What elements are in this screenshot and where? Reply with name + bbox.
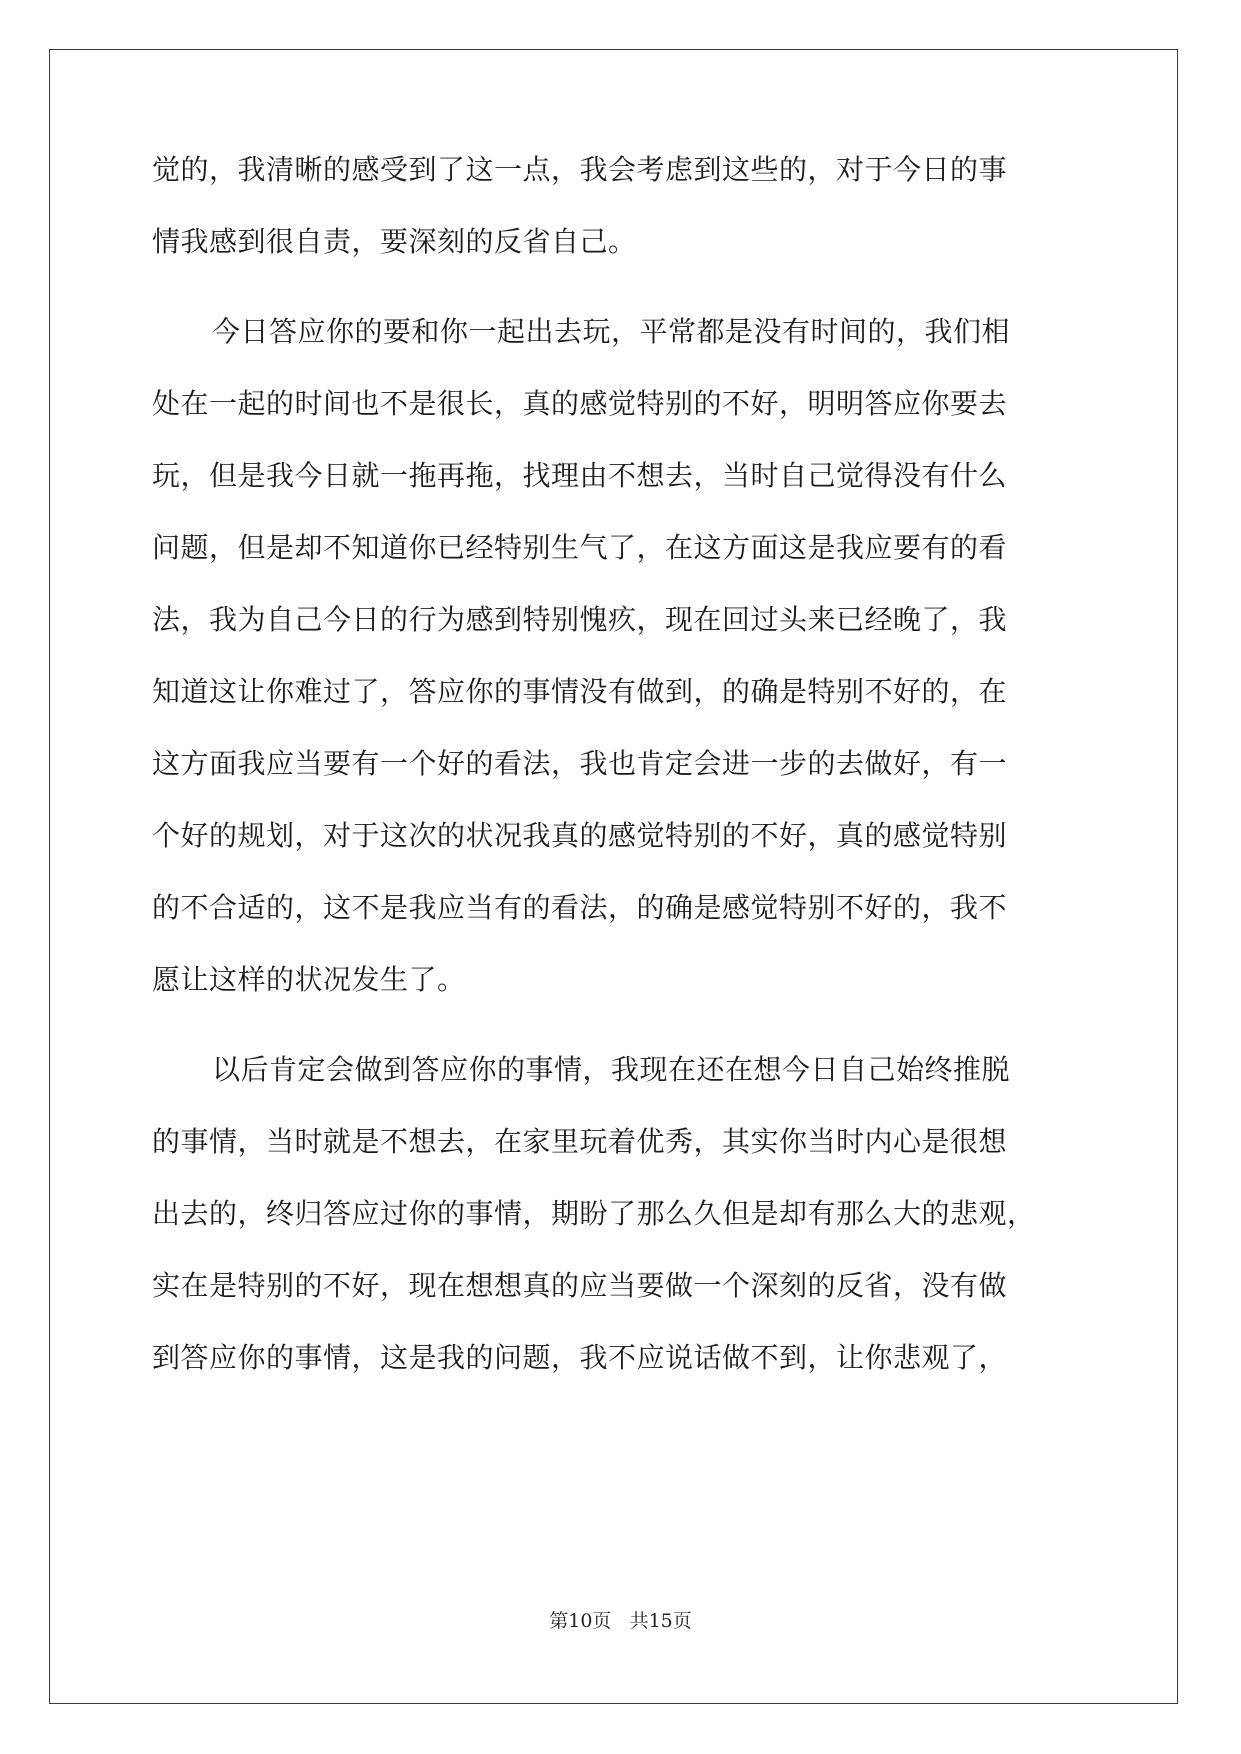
text-line: 情我感到很自责，要深刻的反省自己。 [152,225,637,258]
page-border [49,49,1178,1704]
text-line: 出去的，终归答应过你的事情，期盼了那么久但是却有那么大的悲观， [152,1197,1036,1230]
text-line: 实在是特别的不好，现在想想真的应当要做一个深刻的反省，没有做 [152,1269,1008,1302]
text-line: 觉的，我清晰的感受到了这一点，我会考虑到这些的，对于今日的事 [152,153,1008,186]
page-number: 第10页 [549,1610,612,1632]
page-footer [0,1608,1241,1634]
text-line: 这方面我应当要有一个好的看法，我也肯定会进一步的去做好，有一 [152,747,1008,780]
page-total: 共15页 [629,1610,692,1632]
text-line: 愿让这样的状况发生了。 [152,963,466,996]
text-line: 法，我为自己今日的行为感到特别愧疚，现在回过头来已经晚了，我 [152,603,1008,636]
text-line: 的不合适的，这不是我应当有的看法，的确是感觉特别不好的，我不 [152,891,1008,924]
text-line: 个好的规划，对于这次的状况我真的感觉特别的不好，真的感觉特别 [152,819,1008,852]
text-line: 到答应你的事情，这是我的问题，我不应说话做不到，让你悲观了， [152,1341,1008,1374]
paragraph-first-line: 今日答应你的要和你一起出去玩，平常都是没有时间的，我们相 [212,315,1011,348]
text-line: 问题，但是却不知道你已经特别生气了，在这方面这是我应要有的看 [152,531,1008,564]
text-line: 玩，但是我今日就一拖再拖，找理由不想去，当时自己觉得没有什么 [152,459,1008,492]
footer-spacer [611,1610,629,1632]
text-line: 处在一起的时间也不是很长，真的感觉特别的不好，明明答应你要去 [152,387,1008,420]
text-line: 知道这让你难过了，答应你的事情没有做到，的确是特别不好的，在 [152,675,1008,708]
text-line: 的事情，当时就是不想去，在家里玩着优秀，其实你当时内心是很想 [152,1125,1008,1158]
paragraph-first-line: 以后肯定会做到答应你的事情，我现在还在想今日自己始终推脱 [212,1053,1011,1086]
